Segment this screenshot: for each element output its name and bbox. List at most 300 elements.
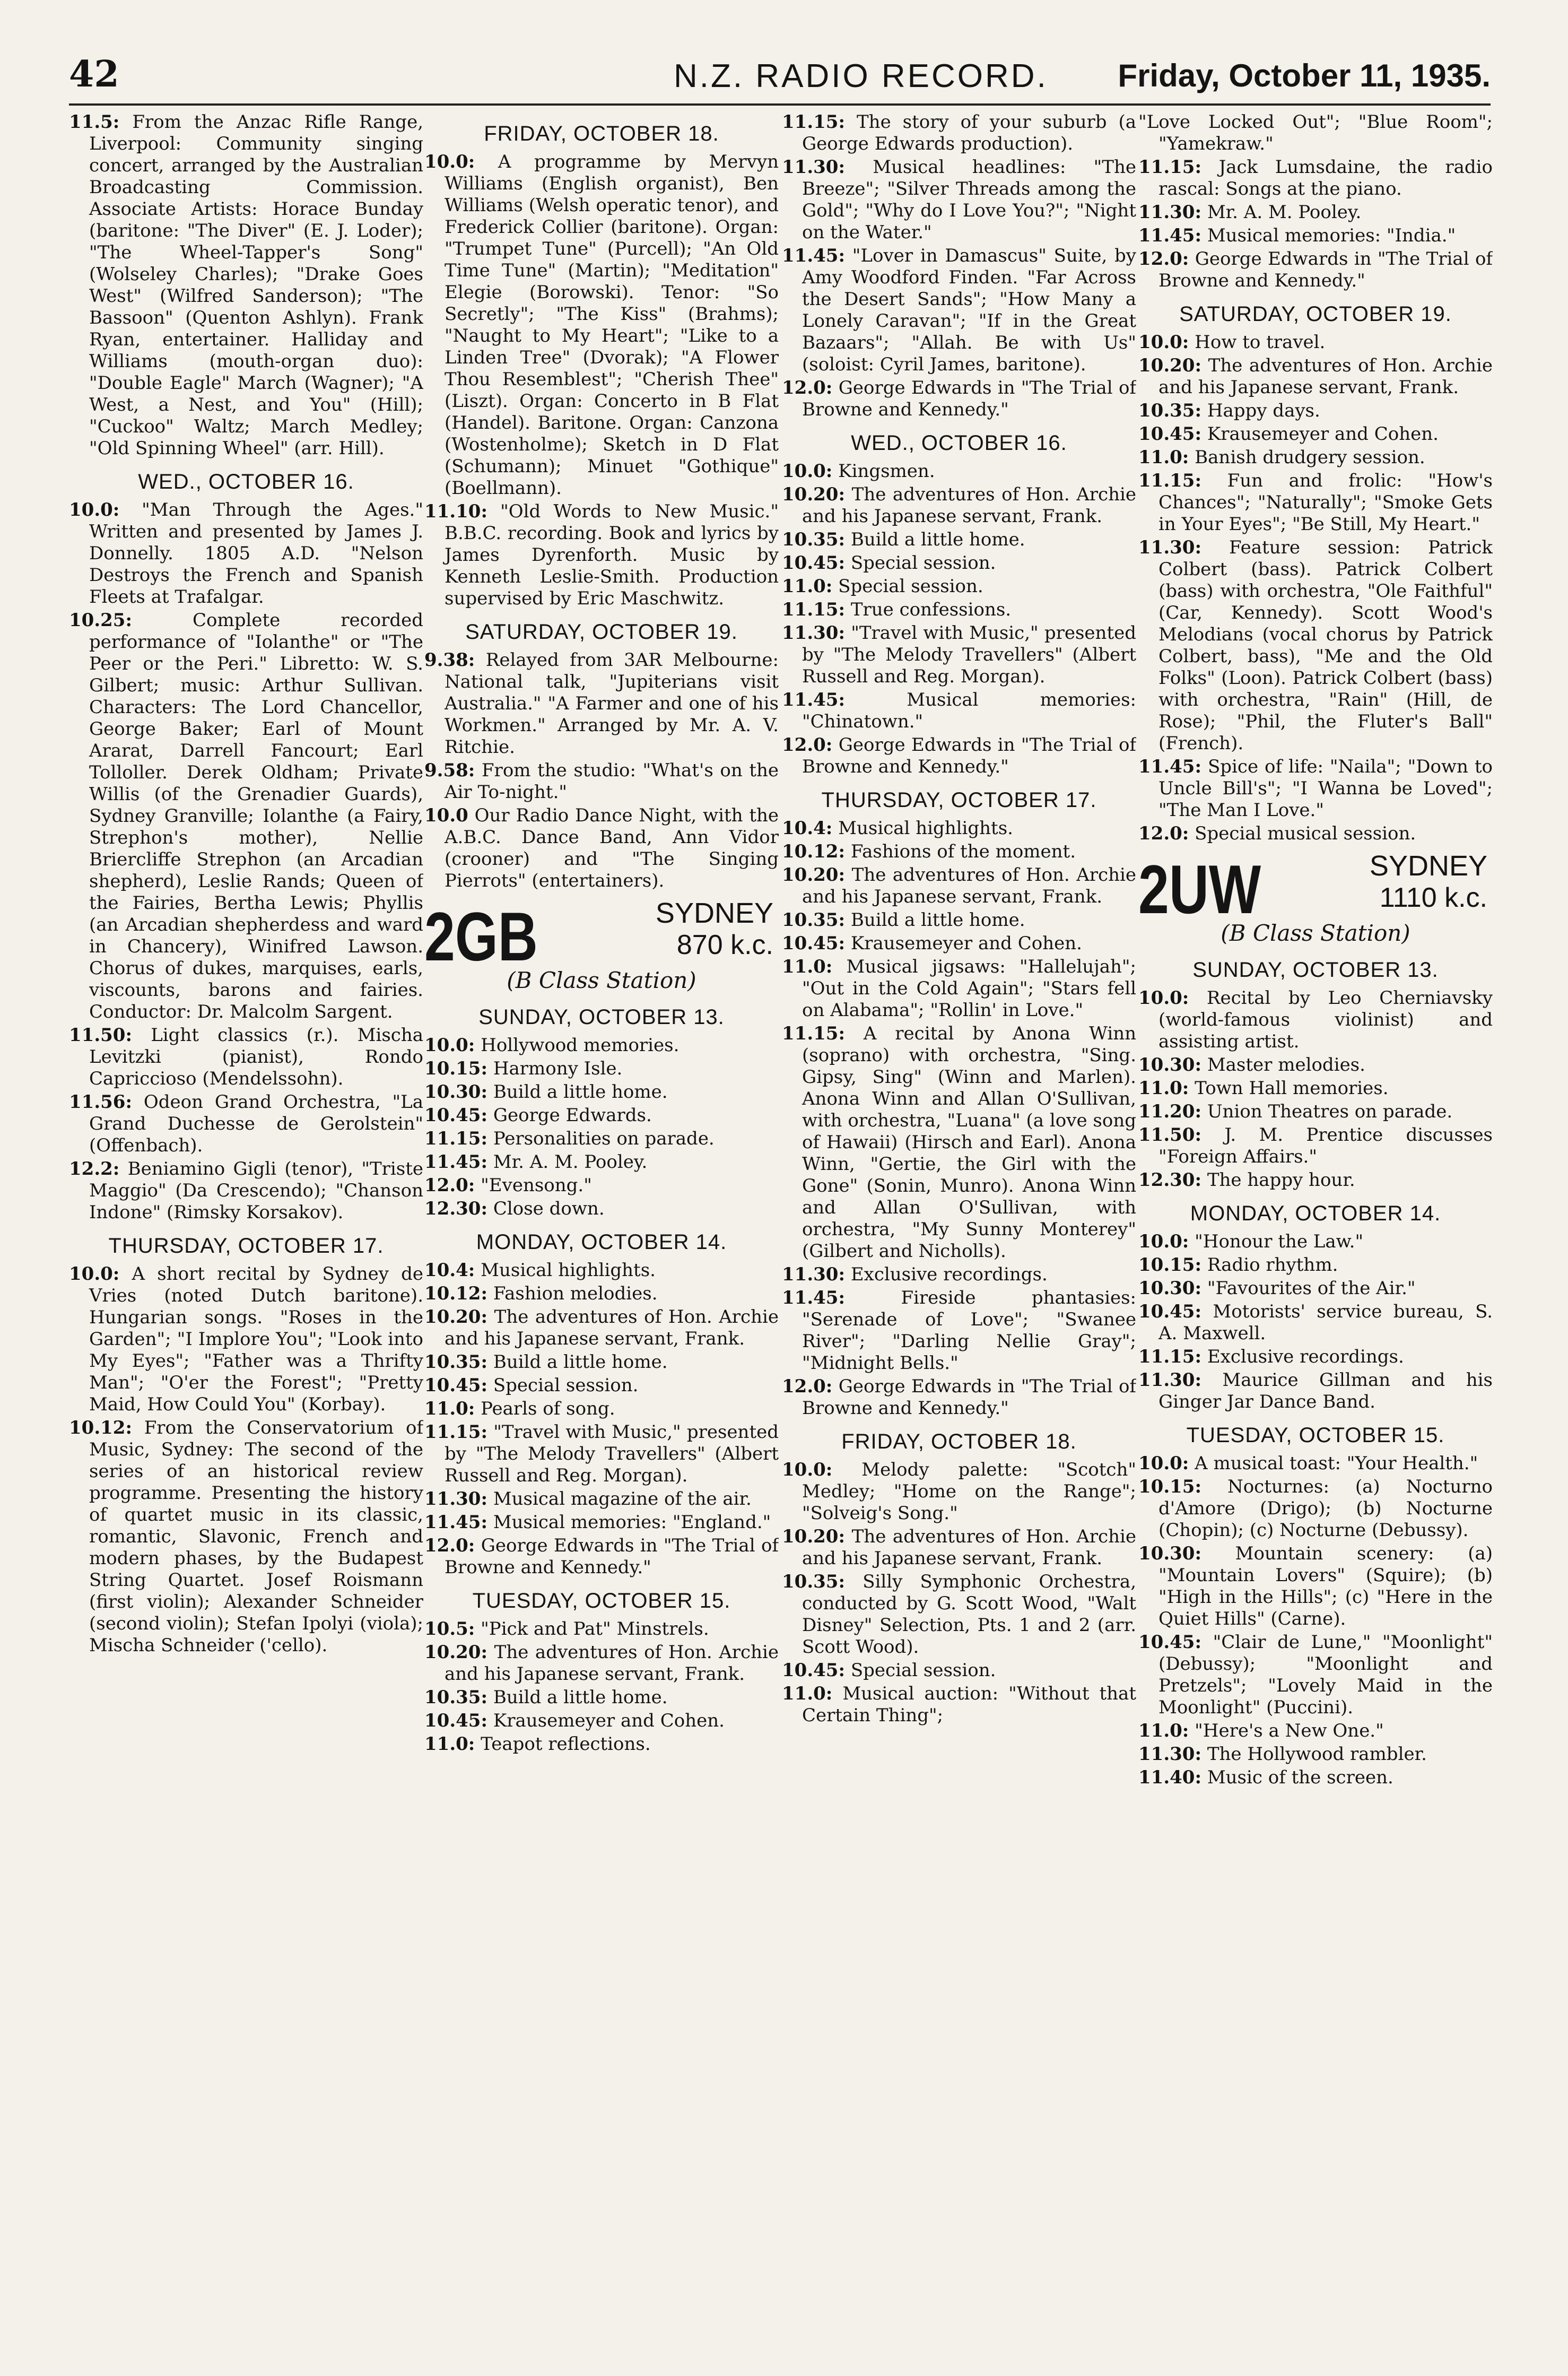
- programme-text: The story of your suburb (a George Edwards production).: [802, 111, 1136, 154]
- programme-text: Fireside phantasies: "Serenade of Love"; "Swanee River"; "Darling Nellie Gray"; "Midnight Bells.": [802, 1287, 1136, 1374]
- programme-item: [782, 1287, 1136, 1374]
- programme-time: 11.0:: [1138, 1078, 1189, 1099]
- programme-item: [782, 111, 1136, 155]
- programme-text: "Favourites of the Air.": [1207, 1278, 1416, 1299]
- programme-item: [1138, 355, 1493, 398]
- programme-item: [1138, 1101, 1493, 1123]
- programme-text: Mr. A. M. Pooley.: [1207, 202, 1362, 223]
- programme-time: 10.45:: [1138, 423, 1202, 445]
- programme-text: How to travel.: [1195, 332, 1326, 353]
- programme-text: Musical memories: "India.": [1207, 225, 1456, 246]
- programme-text: Krausemeyer and Cohen.: [1207, 423, 1439, 445]
- programme-time: 10.20:: [782, 864, 846, 886]
- programme-item: [424, 1535, 779, 1579]
- programme-time: 10.4:: [782, 818, 833, 839]
- programme-text: Feature session: Patrick Colbert (bass). Patrick Colbert (bass) with orchestra, "Ole Faithful" (Car, Kennedy). Scott Wood's Melodians (vocal chorus by Patrick Colbert, bass), "Me and the Old Folks" (Loon). Patrick Colbert (bass) with orchestra, "Rain" (Hill, de Rose); "Phil, the Fluter's Ball" (French).: [1158, 537, 1493, 754]
- programme-text: "Love Locked Out"; "Blue Room"; "Yamekraw.": [1138, 111, 1493, 154]
- programme-item: [1138, 1720, 1493, 1742]
- day-heading: WED., OCTOBER 16.: [138, 470, 354, 493]
- programme-item: [424, 1105, 779, 1126]
- programme-text: Exclusive recordings.: [850, 1264, 1048, 1285]
- programme-text: Music of the screen.: [1207, 1767, 1393, 1788]
- programme-item: [424, 1081, 779, 1103]
- programme-time: 10.20:: [1138, 355, 1202, 376]
- programme-item: [1138, 1543, 1493, 1630]
- programme-text: "Man Through the Ages." Written and presented by James J. Donnelly. 1805 A.D. "Nelson Destroys the French and Spanish Fleets at Trafalgar.: [89, 499, 423, 608]
- programme-time: 10.35:: [782, 1571, 846, 1592]
- programme-time: 11.20:: [1138, 1101, 1202, 1122]
- programme-text: Light classics (r.). Mischa Levitzki (pianist), Rondo Capriccioso (Mendelssohn).: [89, 1025, 423, 1089]
- programme-time: 11.15:: [782, 111, 846, 133]
- programme-time: 11.30:: [1138, 1744, 1202, 1765]
- programme-text: Build a little home.: [493, 1081, 668, 1103]
- programme-time: 10.0: [424, 805, 468, 826]
- programme-text: George Edwards.: [493, 1105, 652, 1126]
- programme-time: 12.30:: [424, 1198, 488, 1219]
- programme-item: [782, 157, 1136, 244]
- programme-item: [424, 1375, 779, 1397]
- station-frequency: 1110 k.c.: [1379, 882, 1487, 913]
- programme-text: J. M. Prentice discusses "Foreign Affairs.": [1158, 1124, 1493, 1167]
- programme-item: [424, 1687, 779, 1709]
- programme-text: Our Radio Dance Night, with the A.B.C. Dance Band, Ann Vidor (crooner) and "The Singing Pierrots" (entertainers).: [445, 805, 779, 891]
- programme-time: 10.35:: [1138, 400, 1202, 421]
- programme-item: [1138, 1231, 1493, 1253]
- programme-time: 12.0:: [424, 1175, 475, 1196]
- programme-time: 10.45:: [782, 1660, 846, 1681]
- programme-item: [424, 1618, 779, 1640]
- programme-text: Close down.: [493, 1198, 605, 1219]
- programme-item: [69, 111, 423, 459]
- programme-item: [424, 1512, 779, 1533]
- programme-time: 11.45:: [782, 689, 846, 710]
- programme-text: From the Conservatorium of Music, Sydney: The second of the series of an historical review programme. Presenting the history of quartet music in its classic, romantic, Slavonic, French and modern phases, by the Budapest String Quartet. Josef Roismann (first violin); Alexander Schneider (second violin); Stefan Ipolyi (viola); Mischa Schneider ('cello).: [89, 1417, 423, 1656]
- programme-time: 11.45:: [1138, 225, 1202, 246]
- programme-time: 10.30:: [1138, 1278, 1202, 1299]
- programme-text: Fashion melodies.: [493, 1283, 658, 1304]
- day-heading: SUNDAY, OCTOBER 13.: [1192, 958, 1439, 982]
- station-banner: [1138, 852, 1493, 948]
- programme-item: [1138, 157, 1493, 200]
- programme-time: 11.45:: [424, 1512, 488, 1533]
- programme-text: Harmony Isle.: [493, 1058, 623, 1079]
- day-heading: TUESDAY, OCTOBER 15.: [472, 1589, 731, 1612]
- programme-item: [424, 1128, 779, 1150]
- programme-time: 11.30:: [1138, 202, 1202, 223]
- programme-time: 10.45:: [1138, 1632, 1202, 1653]
- programme-text: Musical highlights.: [481, 1260, 656, 1281]
- programme-time: 12.0:: [782, 1376, 833, 1397]
- programme-time: 10.12:: [69, 1417, 133, 1438]
- programme-time: 10.20:: [424, 1306, 488, 1328]
- programme-time: 11.30:: [782, 622, 846, 644]
- programme-item: [1138, 400, 1493, 422]
- programme-time: 10.0:: [424, 1035, 475, 1056]
- programme-item: [782, 529, 1136, 551]
- programme-item: [782, 1526, 1136, 1569]
- day-heading: WED., OCTOBER 16.: [851, 431, 1067, 455]
- programme-item: [1138, 1744, 1493, 1765]
- programme-text: Hollywood memories.: [481, 1035, 680, 1056]
- programme-text: Banish drudgery session.: [1195, 447, 1425, 468]
- programme-text: A recital by Anona Winn (soprano) with orchestra, "Sing. Gipsy, Sing" (Winn and Marlen). Anona Winn and Allan O'Sullivan, with orchestra, "Luana" (a love song of Hawaii) (Hirsch and Earl). Anona Winn, "Gertie, the Girl with the Gone" (Sonin, Munro). Anona Winn and Allan O'Sullivan, with orchestra, "My Sunny Monterey" (Gilbert and Nicholls).: [802, 1023, 1136, 1262]
- programme-time: 11.30:: [1138, 1369, 1202, 1391]
- programme-item: [1138, 423, 1493, 445]
- day-heading: FRIDAY, OCTOBER 18.: [484, 122, 719, 145]
- programme-time: 11.0:: [782, 1683, 833, 1704]
- programme-text: The happy hour.: [1207, 1169, 1355, 1191]
- programme-text: A musical toast: "Your Health.": [1195, 1453, 1478, 1474]
- programme-item: [424, 1710, 779, 1732]
- programme-time: 10.35:: [424, 1351, 488, 1373]
- programme-text: Musical memories: "Chinatown.": [802, 689, 1136, 732]
- programme-time: 10.25:: [69, 610, 133, 631]
- programme-text: Musical memories: "England.": [493, 1512, 771, 1533]
- programme-text: "Honour the Law.": [1195, 1231, 1364, 1252]
- programme-item: [782, 484, 1136, 527]
- programme-time: 12.2:: [69, 1158, 120, 1180]
- programme-item: [424, 1642, 779, 1685]
- programme-text: "Evensong.": [481, 1175, 592, 1196]
- programme-item: [1138, 248, 1493, 292]
- programme-item: [782, 377, 1136, 421]
- header-rule: [69, 103, 1491, 106]
- programme-time: 11.15:: [1138, 157, 1202, 178]
- programme-text: Recital by Leo Cherniavsky (world-famous violinist) and assisting artist.: [1158, 987, 1493, 1052]
- programme-time: 10.35:: [782, 529, 846, 550]
- programme-text: Nocturnes: (a) Nocturno d'Amore (Drigo); (b) Nocturne (Chopin); (c) Nocturne (Debussy).: [1158, 1476, 1493, 1541]
- programme-item: [782, 622, 1136, 688]
- programme-text: George Edwards in "The Trial of Browne and Kennedy.": [445, 1535, 779, 1578]
- column-4: [1138, 111, 1493, 2356]
- programme-item: [424, 1175, 779, 1196]
- programme-text: Krausemeyer and Cohen.: [493, 1710, 725, 1731]
- programme-item: [1138, 1054, 1493, 1076]
- programme-text: Pearls of song.: [481, 1398, 615, 1419]
- programme-time: 10.15:: [1138, 1476, 1202, 1497]
- programme-time: 11.30:: [424, 1488, 488, 1510]
- programme-text: Fashions of the moment.: [850, 841, 1076, 862]
- programme-item: [1138, 823, 1493, 845]
- programme-time: 10.0:: [1138, 1231, 1189, 1252]
- programme-item: [782, 689, 1136, 733]
- column-2: [424, 111, 779, 2356]
- programme-time: 11.10:: [424, 501, 488, 522]
- programme-time: 11.30:: [1138, 537, 1202, 558]
- programme-time: 11.15:: [782, 1023, 846, 1044]
- programme-time: 10.12:: [424, 1283, 488, 1304]
- programme-text: Town Hall memories.: [1195, 1078, 1389, 1099]
- day-heading: SATURDAY, OCTOBER 19.: [1179, 302, 1452, 326]
- programme-time: 10.0:: [1138, 1453, 1189, 1474]
- programme-time: 10.45:: [424, 1105, 488, 1126]
- programme-text: A short recital by Sydney de Vries (noted Dutch baritone). Hungarian songs. "Roses in the Garden"; "I Implore You"; "Look into My Eyes"; "Father was a Thrifty Man"; "O'er the Forest"; "Pretty Maid, How Could You" (Korbay).: [89, 1263, 423, 1415]
- programme-text: A programme by Mervyn Williams (English organist), Ben Williams (Welsh operatic tenor), and Frederick Collier (baritone). Organ: "Trumpet Tune" (Purcell); "An Old Time Tune" (Martin); "Meditation" Elegie (Borowski). Tenor: "So Secretly"; "The Kiss" (Brahms); "Naught to My Heart"; "Like to a Linden Tree" (Dvorak); "A Flower Thou Resemblest"; "Cherish Thee" (Liszt). Organ: Concerto in B Flat (Handel). Baritone. Organ: Canzona (Wostenholme); Sketch in D Flat (Schumann); Minuet "Gothique" (Boellmann).: [445, 151, 779, 499]
- programme-text: From the Anzac Rifle Range, Liverpool: Community singing concert, arranged by the Australian Broadcasting Commission. Associate Artists: Horace Bunday (baritone: "The Diver" (E. J. Loder); "The Wheel-Tapper's Song" (Wolseley Charles); "Drake Goes West" (Wilfred Sanderson); "The Bassoon" (Quenton Ashlyn). Frank Ryan, entertainer. Halliday and Williams (mouth-organ duo): "Double Eagle" March (Wagner); "A West, a Nest, and You" (Hill); "Cuckoo" Waltz; March Medley; "Old Spinning Wheel" (arr. Hill).: [89, 111, 423, 459]
- publication-title: N.Z. RADIO RECORD.: [674, 58, 1048, 94]
- programme-text: George Edwards in "The Trial of Browne and Kennedy.": [802, 377, 1136, 420]
- programme-time: 11.0:: [782, 576, 833, 597]
- programme-time: 11.30:: [782, 1264, 846, 1285]
- programme-text: Odeon Grand Orchestra, "La Grand Duchesse de Gerolstein" (Offenbach).: [89, 1091, 423, 1156]
- programme-item: [1138, 1301, 1493, 1345]
- programme-text: Special session.: [493, 1375, 639, 1396]
- programme-text: Master melodies.: [1207, 1054, 1365, 1076]
- programme-time: 11.0:: [424, 1398, 475, 1419]
- station-class: (B Class Station): [507, 967, 696, 993]
- programme-time: 11.0:: [1138, 1720, 1189, 1741]
- programme-text: Relayed from 3AR Melbourne: National talk, "Jupiterians visit Australia." "A Farmer and one of his Workmen." Arranged by Mr. A. V. Ritchie.: [445, 649, 779, 758]
- day-heading: SUNDAY, OCTOBER 13.: [478, 1005, 725, 1029]
- programme-item: [424, 1306, 779, 1350]
- programme-item: [782, 552, 1136, 574]
- programme-time: 12.0:: [782, 734, 833, 756]
- programme-text: Special session.: [850, 552, 996, 574]
- programme-item: [1138, 1078, 1493, 1099]
- programme-time: 10.5:: [424, 1618, 475, 1640]
- programme-text: Musical headlines: "The Breeze"; "Silver Threads among the Gold"; "Why do I Love You?"; "Night on the Water.": [802, 157, 1136, 243]
- station-class: (B Class Station): [1221, 920, 1410, 946]
- programme-time: 11.50:: [69, 1025, 133, 1046]
- programme-text: Exclusive recordings.: [1207, 1346, 1404, 1367]
- day-heading: MONDAY, OCTOBER 14.: [1190, 1202, 1441, 1225]
- programme-time: 12.0:: [1138, 823, 1189, 844]
- programme-item: [424, 760, 779, 803]
- programme-item: [424, 1398, 779, 1420]
- programme-item: [782, 1376, 1136, 1419]
- programme-text: "Lover in Damascus" Suite, by Amy Woodford Finden. "Far Across the Desert Sands"; "How Many a Lonely Caravan"; "If in the Great Bazaars"; "Allah. Be with Us" (soloist: Cyril James, baritone).: [802, 245, 1136, 375]
- programme-text: Silly Symphonic Orchestra, conducted by G. Scott Wood, "Walt Disney" Selection, Pts. 1 and 2 (arr. Scott Wood).: [802, 1571, 1136, 1658]
- programme-time: 10.35:: [782, 909, 846, 931]
- programme-time: 10.0:: [1138, 332, 1189, 353]
- programme-time: 10.15:: [1138, 1254, 1202, 1276]
- programme-text: Mountain scenery: (a) "Mountain Lovers" (Squire); (b) "High in the Hills"; (c) "Here in the Quiet Hills" (Carne).: [1158, 1543, 1493, 1629]
- programme-item: [424, 1733, 779, 1755]
- programme-item: [782, 818, 1136, 839]
- programme-text: The Hollywood rambler.: [1207, 1744, 1427, 1765]
- programme-text: "Clair de Lune," "Moonlight" (Debussy); "Moonlight and Pretzels"; "Lovely Maid in the Moonlight" (Puccini).: [1158, 1632, 1493, 1718]
- programme-item: [424, 1488, 779, 1510]
- programme-time: 10.45:: [1138, 1301, 1202, 1322]
- programme-text: "Pick and Pat" Minstrels.: [481, 1618, 709, 1640]
- programme-time: 11.40:: [1138, 1767, 1202, 1788]
- programme-time: 10.15:: [424, 1058, 488, 1079]
- programme-item: [1138, 1169, 1493, 1191]
- programme-text: Fun and frolic: "How's Chances"; "Naturally"; "Smoke Gets in Your Eyes"; "Be Still, My Heart.": [1158, 470, 1493, 535]
- programme-text: Happy days.: [1207, 400, 1320, 421]
- programme-text: "Old Words to New Music." B.B.C. recording. Book and lyrics by James Dyrenforth. Music by Kenneth Leslie-Smith. Production supervised by Eric Maschwitz.: [445, 501, 779, 609]
- programme-item: [1138, 756, 1493, 821]
- programme-item: [1138, 1346, 1493, 1368]
- programme-text: Teapot reflections.: [481, 1733, 651, 1755]
- programme-item: [424, 1351, 779, 1373]
- programme-item: [69, 1091, 423, 1157]
- programme-text: Musical highlights.: [838, 818, 1013, 839]
- programme-text: Jack Lumsdaine, the radio rascal: Songs at the piano.: [1158, 157, 1493, 200]
- station-callsign: 2UW: [1138, 851, 1261, 928]
- programme-item: [782, 1683, 1136, 1727]
- programme-text: Build a little home.: [850, 909, 1025, 931]
- programme-time: 11.0:: [424, 1733, 475, 1755]
- programme-item: [782, 841, 1136, 863]
- programme-item: [782, 461, 1136, 482]
- programme-item: [1138, 111, 1493, 155]
- programme-time: 10.45:: [424, 1375, 488, 1396]
- programme-text: Build a little home.: [493, 1687, 668, 1708]
- day-heading: TUESDAY, OCTOBER 15.: [1186, 1424, 1445, 1447]
- programme-time: 10.0:: [782, 461, 833, 482]
- programme-text: Complete recorded performance of "Iolanthe" or "The Peer or the Peri." Libretto: W. S. Gilbert; music: Arthur Sullivan. Characters: The Lord Chancellor, George Baker; Earl of Mount Ararat, Darrell Fancourt; Earl Tolloller. Derek Oldham; Private Willis (of the Grenadier Guards), Sydney Granville; Iolanthe (a Fairy, Strephon's mother), Nellie Briercliffe Strephon (an Arcadian shepherd), Leslie Rands; Queen of the Fairies, Bertha Lewis; Phyllis (an Arcadian shepherdess and ward in Chancery), Winifred Lawson. Chorus of dukes, marquises, earls, viscounts, barons and fairies. Conductor: Dr. Malcolm Sargent.: [89, 610, 423, 1022]
- programme-text: Special musical session.: [1195, 823, 1416, 844]
- programme-time: 12.0:: [782, 377, 833, 398]
- programme-item: [424, 1260, 779, 1281]
- programme-item: [782, 909, 1136, 931]
- programme-time: 11.15:: [424, 1128, 488, 1149]
- programme-time: 10.0:: [69, 499, 120, 521]
- programme-item: [424, 151, 779, 499]
- programme-time: 12.0:: [1138, 248, 1189, 270]
- programme-time: 10.20:: [424, 1642, 488, 1663]
- programme-time: 11.15:: [424, 1421, 488, 1443]
- programme-time: 11.30:: [782, 157, 846, 178]
- programme-time: 10.20:: [782, 1526, 846, 1547]
- programme-item: [424, 1421, 779, 1487]
- programme-text: Mr. A. M. Pooley.: [493, 1151, 648, 1173]
- programme-item: [782, 1660, 1136, 1681]
- programme-item: [1138, 1254, 1493, 1276]
- programme-item: [424, 501, 779, 610]
- programme-text: Motorists' service bureau, S. A. Maxwell.: [1158, 1301, 1493, 1344]
- day-heading: THURSDAY, OCTOBER 17.: [821, 788, 1097, 812]
- programme-item: [782, 599, 1136, 621]
- programme-item: [69, 499, 423, 608]
- programme-text: George Edwards in "The Trial of Browne and Kennedy.": [802, 1376, 1136, 1419]
- page-header: [69, 53, 1491, 106]
- day-heading: SATURDAY, OCTOBER 19.: [465, 620, 738, 644]
- programme-text: "Here's a New One.": [1195, 1720, 1384, 1741]
- programme-time: 11.15:: [1138, 1346, 1202, 1367]
- programme-text: Musical jigsaws: "Hallelujah"; "Out in the Cold Again"; "Stars fell on Alabama"; "Rollin' in Love.": [802, 956, 1136, 1021]
- issue-date: Friday, October 11, 1935.: [1118, 58, 1491, 93]
- programme-item: [69, 1417, 423, 1657]
- programme-item: [1138, 1369, 1493, 1413]
- programme-item: [69, 1263, 423, 1416]
- programme-item: [782, 245, 1136, 376]
- programme-item: [1138, 1124, 1493, 1168]
- programme-item: [424, 649, 779, 758]
- programme-text: From the studio: "What's on the Air To-night.": [445, 760, 779, 803]
- programme-time: 10.35:: [424, 1687, 488, 1708]
- programme-item: [1138, 225, 1493, 247]
- programme-text: The adventures of Hon. Archie and his Japanese servant, Frank.: [445, 1642, 779, 1685]
- programme-time: 11.5:: [69, 111, 120, 133]
- programme-time: 9.58:: [424, 760, 475, 781]
- programme-text: Union Theatres on parade.: [1207, 1101, 1453, 1122]
- column-1: [69, 111, 423, 2356]
- station-banner: [424, 899, 779, 995]
- programme-text: The adventures of Hon. Archie and his Japanese servant, Frank.: [802, 1526, 1136, 1569]
- programme-item: [1138, 447, 1493, 469]
- programme-time: 10.4:: [424, 1260, 475, 1281]
- programme-item: [782, 1459, 1136, 1524]
- programme-item: [1138, 537, 1493, 755]
- column-3: [782, 111, 1136, 2356]
- programme-item: [782, 933, 1136, 955]
- programme-item: [1138, 1453, 1493, 1475]
- programme-item: [69, 1158, 423, 1224]
- programme-time: 11.15:: [782, 599, 846, 620]
- programme-time: 10.20:: [782, 484, 846, 505]
- programme-item: [782, 1023, 1136, 1262]
- programme-item: [782, 734, 1136, 778]
- programme-text: George Edwards in "The Trial of Browne and Kennedy.": [1158, 248, 1493, 291]
- programme-time: 11.0:: [782, 956, 833, 977]
- programme-text: The adventures of Hon. Archie and his Japanese servant, Frank.: [1158, 355, 1493, 398]
- programme-time: 11.45:: [782, 245, 846, 266]
- day-heading: FRIDAY, OCTOBER 18.: [841, 1430, 1077, 1453]
- programme-text: The adventures of Hon. Archie and his Japanese servant, Frank.: [802, 864, 1136, 907]
- programme-time: 11.0:: [1138, 447, 1189, 468]
- programme-time: 10.45:: [782, 933, 846, 954]
- programme-item: [424, 805, 779, 892]
- programme-time: 11.15:: [1138, 470, 1202, 491]
- programme-item: [424, 1035, 779, 1056]
- programme-text: Special session.: [850, 1660, 996, 1681]
- programme-time: 11.45:: [424, 1151, 488, 1173]
- programme-item: [424, 1198, 779, 1220]
- programme-item: [782, 576, 1136, 597]
- programme-item: [782, 1571, 1136, 1658]
- programme-item: [69, 610, 423, 1023]
- programme-text: Maurice Gillman and his Ginger Jar Dance Band.: [1158, 1369, 1493, 1412]
- station-frequency: 870 k.c.: [676, 930, 773, 960]
- programme-time: 11.45:: [1138, 756, 1202, 777]
- station-city: SYDNEY: [1369, 850, 1487, 882]
- programme-text: Melody palette: "Scotch" Medley; "Home on the Range"; "Solveig's Song.": [802, 1459, 1136, 1524]
- programme-text: Musical magazine of the air.: [493, 1488, 752, 1510]
- programme-time: 10.0:: [424, 151, 475, 172]
- programme-time: 9.38:: [424, 649, 475, 671]
- station-city: SYDNEY: [655, 897, 773, 929]
- programme-text: The adventures of Hon. Archie and his Japanese servant, Frank.: [445, 1306, 779, 1349]
- programme-time: 10.45:: [782, 552, 846, 574]
- programme-time: 12.30:: [1138, 1169, 1202, 1191]
- programme-time: 10.12:: [782, 841, 846, 862]
- page-number: 42: [69, 53, 119, 96]
- programme-text: Krausemeyer and Cohen.: [850, 933, 1082, 954]
- programme-text: Spice of life: "Naila"; "Down to Uncle Bill's"; "I Wanna be Loved"; "The Man I Love.": [1158, 756, 1493, 821]
- programme-item: [1138, 332, 1493, 353]
- programme-text: "Travel with Music," presented by "The Melody Travellers" (Albert Russell and Reg. Morgan).: [445, 1421, 779, 1486]
- programme-time: 10.0:: [1138, 987, 1189, 1009]
- programme-item: [1138, 1632, 1493, 1719]
- programme-time: 10.30:: [1138, 1543, 1202, 1564]
- programme-item: [1138, 470, 1493, 535]
- programme-item: [782, 956, 1136, 1021]
- programme-time: 10.45:: [424, 1710, 488, 1731]
- programme-item: [1138, 1278, 1493, 1299]
- programme-time: 10.30:: [1138, 1054, 1202, 1076]
- programme-time: 10.30:: [424, 1081, 488, 1103]
- programme-text: Musical auction: "Without that Certain Thing";: [802, 1683, 1136, 1726]
- programme-time: 10.0:: [69, 1263, 120, 1285]
- programme-time: 11.50:: [1138, 1124, 1202, 1146]
- programme-text: Build a little home.: [493, 1351, 668, 1373]
- programme-item: [1138, 1767, 1493, 1789]
- programme-item: [424, 1058, 779, 1080]
- programme-text: Personalities on parade.: [493, 1128, 715, 1149]
- programme-item: [1138, 202, 1493, 223]
